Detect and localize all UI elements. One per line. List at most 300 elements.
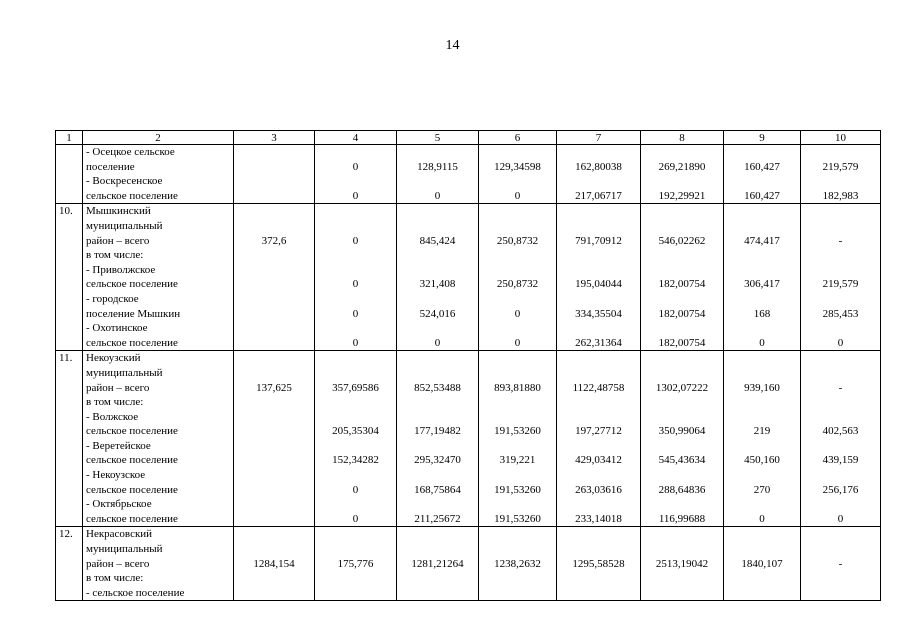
value-block <box>237 292 311 321</box>
value-cell <box>801 204 881 351</box>
value-block <box>482 527 553 571</box>
page-number: 14 <box>445 38 460 53</box>
spacer <box>482 321 553 336</box>
name-line: район – всего <box>86 234 150 247</box>
value-block <box>727 321 797 350</box>
value-cell <box>801 145 881 204</box>
value-block <box>560 204 637 248</box>
value-block <box>560 292 637 321</box>
spacer <box>482 145 553 160</box>
spacer <box>237 204 311 219</box>
spacer <box>482 542 553 557</box>
name-line: сельское поселение <box>86 189 178 202</box>
spacer <box>400 248 475 263</box>
value-block <box>560 571 637 600</box>
spacer <box>318 571 393 586</box>
spacer <box>644 174 720 189</box>
value: 474,417 <box>744 234 780 247</box>
value <box>237 424 311 439</box>
value-block <box>644 248 720 292</box>
spacer <box>560 527 637 542</box>
spacer <box>400 439 475 454</box>
value: 0 <box>352 234 359 247</box>
spacer <box>400 395 475 410</box>
value-cell <box>234 145 315 204</box>
spacer <box>560 366 637 381</box>
value-block <box>560 248 637 292</box>
name-block <box>86 497 230 526</box>
row-index <box>56 145 83 204</box>
value-cell <box>315 527 397 601</box>
name-line: поселение <box>86 160 135 173</box>
value: 0 <box>514 307 521 320</box>
spacer <box>237 174 311 189</box>
spacer <box>318 439 393 454</box>
spacer <box>482 204 553 219</box>
value-cell <box>724 527 801 601</box>
value: 233,14018 <box>575 512 622 525</box>
value: 175,776 <box>337 557 374 570</box>
value-block <box>237 395 311 439</box>
header-cell: 5 <box>397 131 479 145</box>
spacer <box>560 292 637 307</box>
value-block <box>400 321 475 350</box>
value: 211,25672 <box>414 512 461 525</box>
spacer <box>727 204 797 219</box>
spacer <box>318 248 393 263</box>
value <box>237 160 311 175</box>
value: 0 <box>514 336 521 349</box>
spacer <box>804 263 877 278</box>
value: 0 <box>759 336 765 349</box>
value-block <box>482 497 553 526</box>
value: 0 <box>352 336 359 349</box>
value-block <box>482 571 553 600</box>
spacer <box>400 204 475 219</box>
value-block <box>400 145 475 174</box>
value: 182,00754 <box>658 278 706 291</box>
value: 168,75864 <box>414 483 461 496</box>
spacer <box>237 410 311 425</box>
row-name-cell <box>83 145 234 204</box>
value: 845,424 <box>419 234 456 247</box>
value-block <box>482 248 553 292</box>
spacer <box>644 542 720 557</box>
spacer <box>318 174 393 189</box>
name-line: муниципальный <box>86 543 163 556</box>
value-block <box>644 395 720 439</box>
value-block <box>318 145 393 174</box>
spacer <box>400 468 475 483</box>
spacer <box>482 174 553 189</box>
data-table <box>55 130 881 601</box>
name-line: район – всего <box>86 557 150 570</box>
spacer <box>560 571 637 586</box>
value-block <box>400 174 475 203</box>
spacer <box>318 321 393 336</box>
value: 250,8732 <box>496 278 539 291</box>
value-cell <box>724 204 801 351</box>
value: 0 <box>352 512 359 525</box>
value-block <box>804 204 877 248</box>
value-block <box>482 351 553 395</box>
value <box>560 586 637 601</box>
spacer <box>318 468 393 483</box>
value: 546,02262 <box>658 234 706 247</box>
value-block <box>644 204 720 248</box>
value: 137,625 <box>256 381 292 394</box>
name-block <box>86 395 230 439</box>
spacer <box>560 351 637 366</box>
name-block <box>86 145 230 174</box>
value-block <box>644 351 720 395</box>
value-block <box>644 174 720 203</box>
value-cell <box>641 351 724 527</box>
value: 0 <box>352 189 359 202</box>
value-block <box>727 292 797 321</box>
spacer <box>482 468 553 483</box>
spacer <box>400 527 475 542</box>
value-block <box>400 204 475 248</box>
value-block <box>400 439 475 468</box>
value-block <box>727 527 797 571</box>
spacer <box>727 571 797 586</box>
value-cell <box>801 351 881 527</box>
value-block <box>804 395 877 439</box>
spacer <box>482 219 553 234</box>
name-line: - сельское поселение <box>86 586 185 599</box>
value-block <box>644 292 720 321</box>
spacer <box>400 174 475 189</box>
spacer <box>804 571 877 586</box>
spacer <box>237 542 311 557</box>
value-block <box>804 468 877 497</box>
spacer <box>644 145 720 160</box>
value: 334,35504 <box>575 307 622 320</box>
spacer <box>727 219 797 234</box>
value-block <box>318 468 393 497</box>
value-block <box>400 351 475 395</box>
spacer <box>727 174 797 189</box>
value-block <box>727 497 797 526</box>
name-block <box>86 248 230 292</box>
spacer <box>644 497 720 512</box>
value-block <box>804 145 877 174</box>
value-block <box>318 174 393 203</box>
value: 545,43634 <box>658 454 706 467</box>
spacer <box>318 263 393 278</box>
spacer <box>560 145 637 160</box>
spacer <box>482 410 553 425</box>
value: 429,03412 <box>575 454 622 467</box>
value <box>400 586 475 601</box>
value: 160,427 <box>744 189 780 202</box>
value-cell <box>234 204 315 351</box>
spacer <box>318 527 393 542</box>
value-block <box>318 395 393 439</box>
value: 177,19482 <box>414 425 461 438</box>
spacer <box>237 321 311 336</box>
spacer <box>644 571 720 586</box>
value-cell <box>234 527 315 601</box>
spacer <box>560 248 637 263</box>
spacer <box>727 439 797 454</box>
value-block <box>237 527 311 571</box>
value: 162,80038 <box>575 160 622 173</box>
value-block <box>727 395 797 439</box>
value: 372,6 <box>261 234 287 247</box>
name-line: сельское поселение <box>86 425 178 438</box>
spacer <box>318 366 393 381</box>
header-cell: 10 <box>801 131 881 145</box>
name-line: Некоузский <box>86 352 141 365</box>
spacer <box>318 219 393 234</box>
spacer <box>644 439 720 454</box>
spacer <box>804 248 877 263</box>
spacer <box>804 145 877 160</box>
header-cell: 1 <box>56 131 83 145</box>
spacer <box>727 410 797 425</box>
value: 182,983 <box>822 189 859 202</box>
header-cell: 8 <box>641 131 724 145</box>
spacer <box>727 527 797 542</box>
value: - <box>838 381 843 394</box>
name-block <box>86 571 230 600</box>
value-block <box>237 145 311 174</box>
value: 893,81880 <box>494 381 541 394</box>
row-name-cell <box>83 351 234 527</box>
value-block <box>727 174 797 203</box>
header-cell: 2 <box>83 131 234 145</box>
value-block <box>318 527 393 571</box>
value-block <box>560 527 637 571</box>
header-cell: 6 <box>479 131 557 145</box>
value: 1295,58528 <box>572 557 625 570</box>
value-block <box>482 204 553 248</box>
spacer <box>237 351 311 366</box>
spacer <box>400 366 475 381</box>
value <box>727 586 797 601</box>
value: 269,21890 <box>658 160 706 173</box>
value-cell <box>397 145 479 204</box>
value: 192,29921 <box>658 189 706 202</box>
value: 219 <box>753 425 771 438</box>
spacer <box>318 395 393 410</box>
value: 306,417 <box>744 278 780 291</box>
spacer <box>237 366 311 381</box>
value-block <box>400 571 475 600</box>
value-block <box>400 248 475 292</box>
spacer <box>237 395 311 410</box>
value-block <box>482 439 553 468</box>
value-cell <box>397 204 479 351</box>
spacer <box>237 527 311 542</box>
spacer <box>804 321 877 336</box>
value-block <box>644 439 720 468</box>
spacer <box>318 292 393 307</box>
spacer <box>644 395 720 410</box>
value-block <box>318 351 393 395</box>
name-line: в том числе: <box>86 249 144 262</box>
value: 270 <box>753 483 771 496</box>
spacer <box>644 351 720 366</box>
value-block <box>237 571 311 600</box>
value: 197,27712 <box>575 425 622 438</box>
spacer <box>400 321 475 336</box>
value-block <box>804 571 877 600</box>
value-block <box>400 395 475 439</box>
value-block <box>318 248 393 292</box>
name-line: - Воскресенское <box>86 175 163 188</box>
spacer <box>644 219 720 234</box>
value <box>644 586 720 601</box>
value-cell <box>557 145 641 204</box>
value-block <box>400 497 475 526</box>
name-line: сельское поселение <box>86 483 178 496</box>
value-block <box>804 248 877 292</box>
value-block <box>482 292 553 321</box>
value: 0 <box>352 160 359 173</box>
value: 852,53488 <box>414 381 461 394</box>
name-block <box>86 204 230 248</box>
spacer <box>644 292 720 307</box>
value: 0 <box>759 512 765 525</box>
value: 256,176 <box>822 483 859 496</box>
row-index: 10. <box>56 204 83 351</box>
value-cell <box>641 145 724 204</box>
spacer <box>727 263 797 278</box>
header-row <box>56 131 881 145</box>
name-line: район – всего <box>86 381 150 394</box>
value: 219,579 <box>822 278 859 291</box>
value-block <box>804 174 877 203</box>
spacer <box>727 248 797 263</box>
spacer <box>400 145 475 160</box>
spacer <box>727 321 797 336</box>
value: 450,160 <box>744 454 780 467</box>
value-cell <box>479 527 557 601</box>
spacer <box>727 395 797 410</box>
value-block <box>237 321 311 350</box>
value-block <box>727 145 797 174</box>
value-block <box>804 497 877 526</box>
spacer <box>804 395 877 410</box>
value: 1238,2632 <box>494 557 541 570</box>
value-block <box>644 527 720 571</box>
value: 191,53260 <box>494 512 541 525</box>
header-cell: 7 <box>557 131 641 145</box>
spacer <box>560 410 637 425</box>
name-line: в том числе: <box>86 572 144 585</box>
name-block <box>86 527 230 571</box>
value: 402,563 <box>822 425 859 438</box>
spacer <box>560 395 637 410</box>
value <box>237 189 311 204</box>
value: 129,34598 <box>494 160 541 173</box>
value: 1284,154 <box>253 557 295 570</box>
spacer <box>237 497 311 512</box>
spacer <box>804 468 877 483</box>
spacer <box>237 468 311 483</box>
spacer <box>804 527 877 542</box>
spacer <box>237 571 311 586</box>
spacer <box>482 439 553 454</box>
value-cell <box>479 145 557 204</box>
value-block <box>644 145 720 174</box>
value: 182,00754 <box>658 307 706 320</box>
value: 2513,19042 <box>655 557 709 570</box>
value: 219,579 <box>822 160 859 173</box>
spacer <box>318 351 393 366</box>
spacer <box>237 145 311 160</box>
spacer <box>644 468 720 483</box>
name-line: - Приволжское <box>86 263 156 276</box>
value-block <box>400 468 475 497</box>
name-line: - Осецкое сельское <box>86 146 175 158</box>
spacer <box>400 410 475 425</box>
value <box>237 336 311 351</box>
name-block <box>86 292 230 321</box>
spacer <box>804 219 877 234</box>
value-block <box>804 292 877 321</box>
name-line: Некрасовский <box>86 528 153 541</box>
value <box>237 512 311 527</box>
name-line: - городское <box>86 292 139 305</box>
value: 250,8732 <box>496 234 539 247</box>
value-cell <box>724 351 801 527</box>
table-body <box>56 131 881 601</box>
value <box>237 483 311 498</box>
value: 195,04044 <box>575 278 622 291</box>
value-block <box>560 174 637 203</box>
name-line: - Октябрьское <box>86 498 152 511</box>
value-block <box>318 497 393 526</box>
value-block <box>400 527 475 571</box>
value <box>804 586 877 601</box>
value: - <box>838 557 843 570</box>
spacer <box>400 263 475 278</box>
spacer <box>644 366 720 381</box>
spacer <box>804 292 877 307</box>
value-block <box>560 497 637 526</box>
name-line: - Некоузское <box>86 469 146 482</box>
value: 191,53260 <box>494 425 541 438</box>
name-line: сельское поселение <box>86 454 178 467</box>
value: 791,70912 <box>575 234 622 247</box>
name-line: - Волжское <box>86 410 139 423</box>
spacer <box>804 174 877 189</box>
spacer <box>400 571 475 586</box>
spacer <box>318 410 393 425</box>
spacer <box>804 439 877 454</box>
value-cell <box>479 351 557 527</box>
name-line: муниципальный <box>86 366 163 379</box>
value-block <box>727 468 797 497</box>
name-line: - Веретейское <box>86 439 151 452</box>
value-block <box>482 468 553 497</box>
spacer <box>482 351 553 366</box>
spacer <box>644 263 720 278</box>
value-block <box>727 439 797 468</box>
value-cell <box>315 351 397 527</box>
value-block <box>237 174 311 203</box>
value-cell <box>557 351 641 527</box>
value-cell <box>397 527 479 601</box>
value: 285,453 <box>822 307 859 320</box>
name-line: сельское поселение <box>86 278 178 291</box>
value-block <box>318 321 393 350</box>
value-block <box>560 395 637 439</box>
